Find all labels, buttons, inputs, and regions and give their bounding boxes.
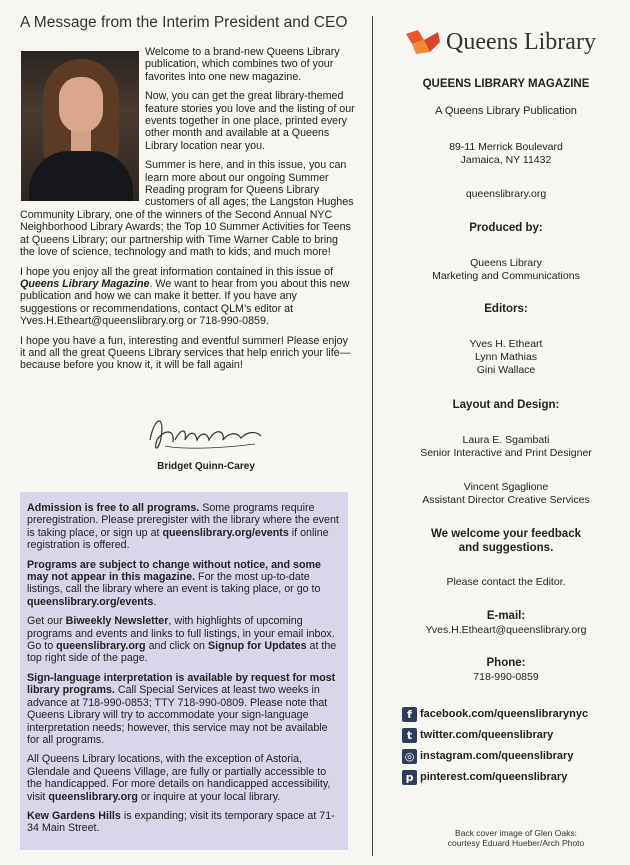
designer-name: Laura E. Sgambati [462,434,550,446]
facebook-link[interactable]: f facebook.com/queenslibrarynyc [402,705,630,723]
message-paragraph: Now, you can get the great library-themed feature stories you love and the listing of our events together in one place, printed every other month and available at a Queens Library location near you. [145,90,355,152]
program-info-box [20,492,348,850]
info-paragraph: Programs are subject to change without notice, and some may not appear in this magazine. For the most up-to-date listings, call the library where an event is taking place, or go to queenslibrary.org/events. [27,558,321,608]
publication-line: A Queens Library Publication [435,105,577,117]
editor-name: Lynn Mathias [474,351,538,363]
editor-name: Yves H. Etheart [469,338,543,350]
produced-by-label: Produced by: [469,222,543,234]
photo-credit: Back cover image of Glen Oaks: courtesy Eduard Hueber/Arch Photo [447,828,585,848]
producer-line: Marketing and Communications [432,270,580,282]
instagram-icon: ◎ [402,749,417,764]
address-line: Jamaica, NY 11432 [460,154,552,166]
message-paragraph: I hope you have a fun, interesting and eventful summer! Please enjoy it and all the great Queens Library services that help enrich your life—because before you know it, it will be fall again! [20,334,351,372]
queens-library-logo [404,26,624,62]
address-line: 89-11 Merrick Boulevard [449,141,563,153]
message-heading: A Message from the Interim President and CEO [20,14,348,31]
twitter-link[interactable]: t twitter.com/queenslibrary [402,726,630,744]
email-label: E-mail: [486,610,526,622]
website-link[interactable]: queenslibrary.org [56,640,146,653]
info-paragraph: Sign-language interpretation is available by request for most library programs. Call Special Services at least two weeks in advance at 718-990-0853; TTY 718-990-0809. Please note that Queens Library will try to accommodate your sign-language interpretation needs; however, this service may not be available for all programs. [27,671,336,746]
feedback-line: We welcome your feedback [431,528,581,540]
events-link[interactable]: queenslibrary.org/events [27,595,154,608]
phone-label: Phone: [486,657,526,669]
info-paragraph: Kew Gardens Hills is expanding; visit its temporary space at 71-34 Main Street. [27,809,335,835]
editors-label: Editors: [484,303,528,315]
pinterest-link[interactable]: p pinterest.com/queenslibrary [402,768,630,786]
designer-title: Assistant Director Creative Services [422,494,590,506]
signer-name: Bridget Quinn-Carey [157,461,255,472]
phone-number: 718-990-0859 [473,671,539,683]
email-link[interactable]: Yves.H.Etheart@queenslibrary.org [425,624,587,636]
feedback-line: and suggestions. [458,542,554,554]
message-paragraph: I hope you enjoy all the great information contained in this issue of Queens Library Magazine. We want to hear from you about this new publication and how we can make it better. If you have any suggestions or recommendations, contact QLM’s editor at Yves.H.Etheart@queenslibrary.org or 718-990-0859. [20,265,350,328]
logo-text: Queens Library [446,29,596,55]
facebook-icon: f [402,707,417,722]
contact-line: Please contact the Editor. [446,576,566,588]
designer-title: Senior Interactive and Print Designer [420,447,592,459]
editor-name: Gini Wallace [476,364,536,376]
events-link[interactable]: queenslibrary.org/events [162,526,289,539]
message-paragraph: Welcome to a brand-new Queens Library publication, which combines two of your favorites into one new magazine. [145,46,340,83]
info-paragraph: All Queens Library locations, with the exception of Astoria, Glendale and Queens Village, are fully or partially accessible to the handicapped. For more details on handicapped accessibility, visit queenslibrary.org or inquire at your local library. [27,753,331,803]
designer-name: Vincent Sgaglione [463,481,549,493]
pinterest-icon: p [402,770,417,785]
info-paragraph: Admission is free to all programs. Some programs require preregistration. Please preregister with the library where the event is taking place, or sign up at queenslibrary.org/events if online registration is offered. [27,502,339,552]
signature [145,410,265,460]
column-divider [372,16,373,856]
message-body [20,46,355,379]
twitter-icon: t [402,728,417,743]
book-logo-icon [404,26,442,56]
website-link[interactable]: queenslibrary.org [48,790,138,803]
masthead-column [382,0,630,865]
message-paragraph: Summer is here, and in this issue, you can learn more about our ongoing Summer Reading program for Queens Library customers of all ages; the Langston Hughes Community Library, one of the winners of the Second Annual NYC Neighborhood Library Awards; the Top 10 Summer Activities for Teens at Queens Library; our partnership with Time Warner Cable to bring the love of science, technology and math to kids; and much more! [20,159,354,259]
instagram-link[interactable]: ◎ instagram.com/queenslibrary [402,747,630,765]
producer-line: Queens Library [470,257,542,269]
magazine-title: QUEENS LIBRARY MAGAZINE [422,78,590,90]
layout-design-label: Layout and Design: [452,399,560,411]
info-paragraph: Get our Biweekly Newsletter, with highlights of upcoming programs and events and links to full listings, in your email inbox. Go to queenslibrary.org and click on Signup for Updates at the top right side of the page. [27,615,337,665]
website-link[interactable]: queenslibrary.org [465,188,547,200]
